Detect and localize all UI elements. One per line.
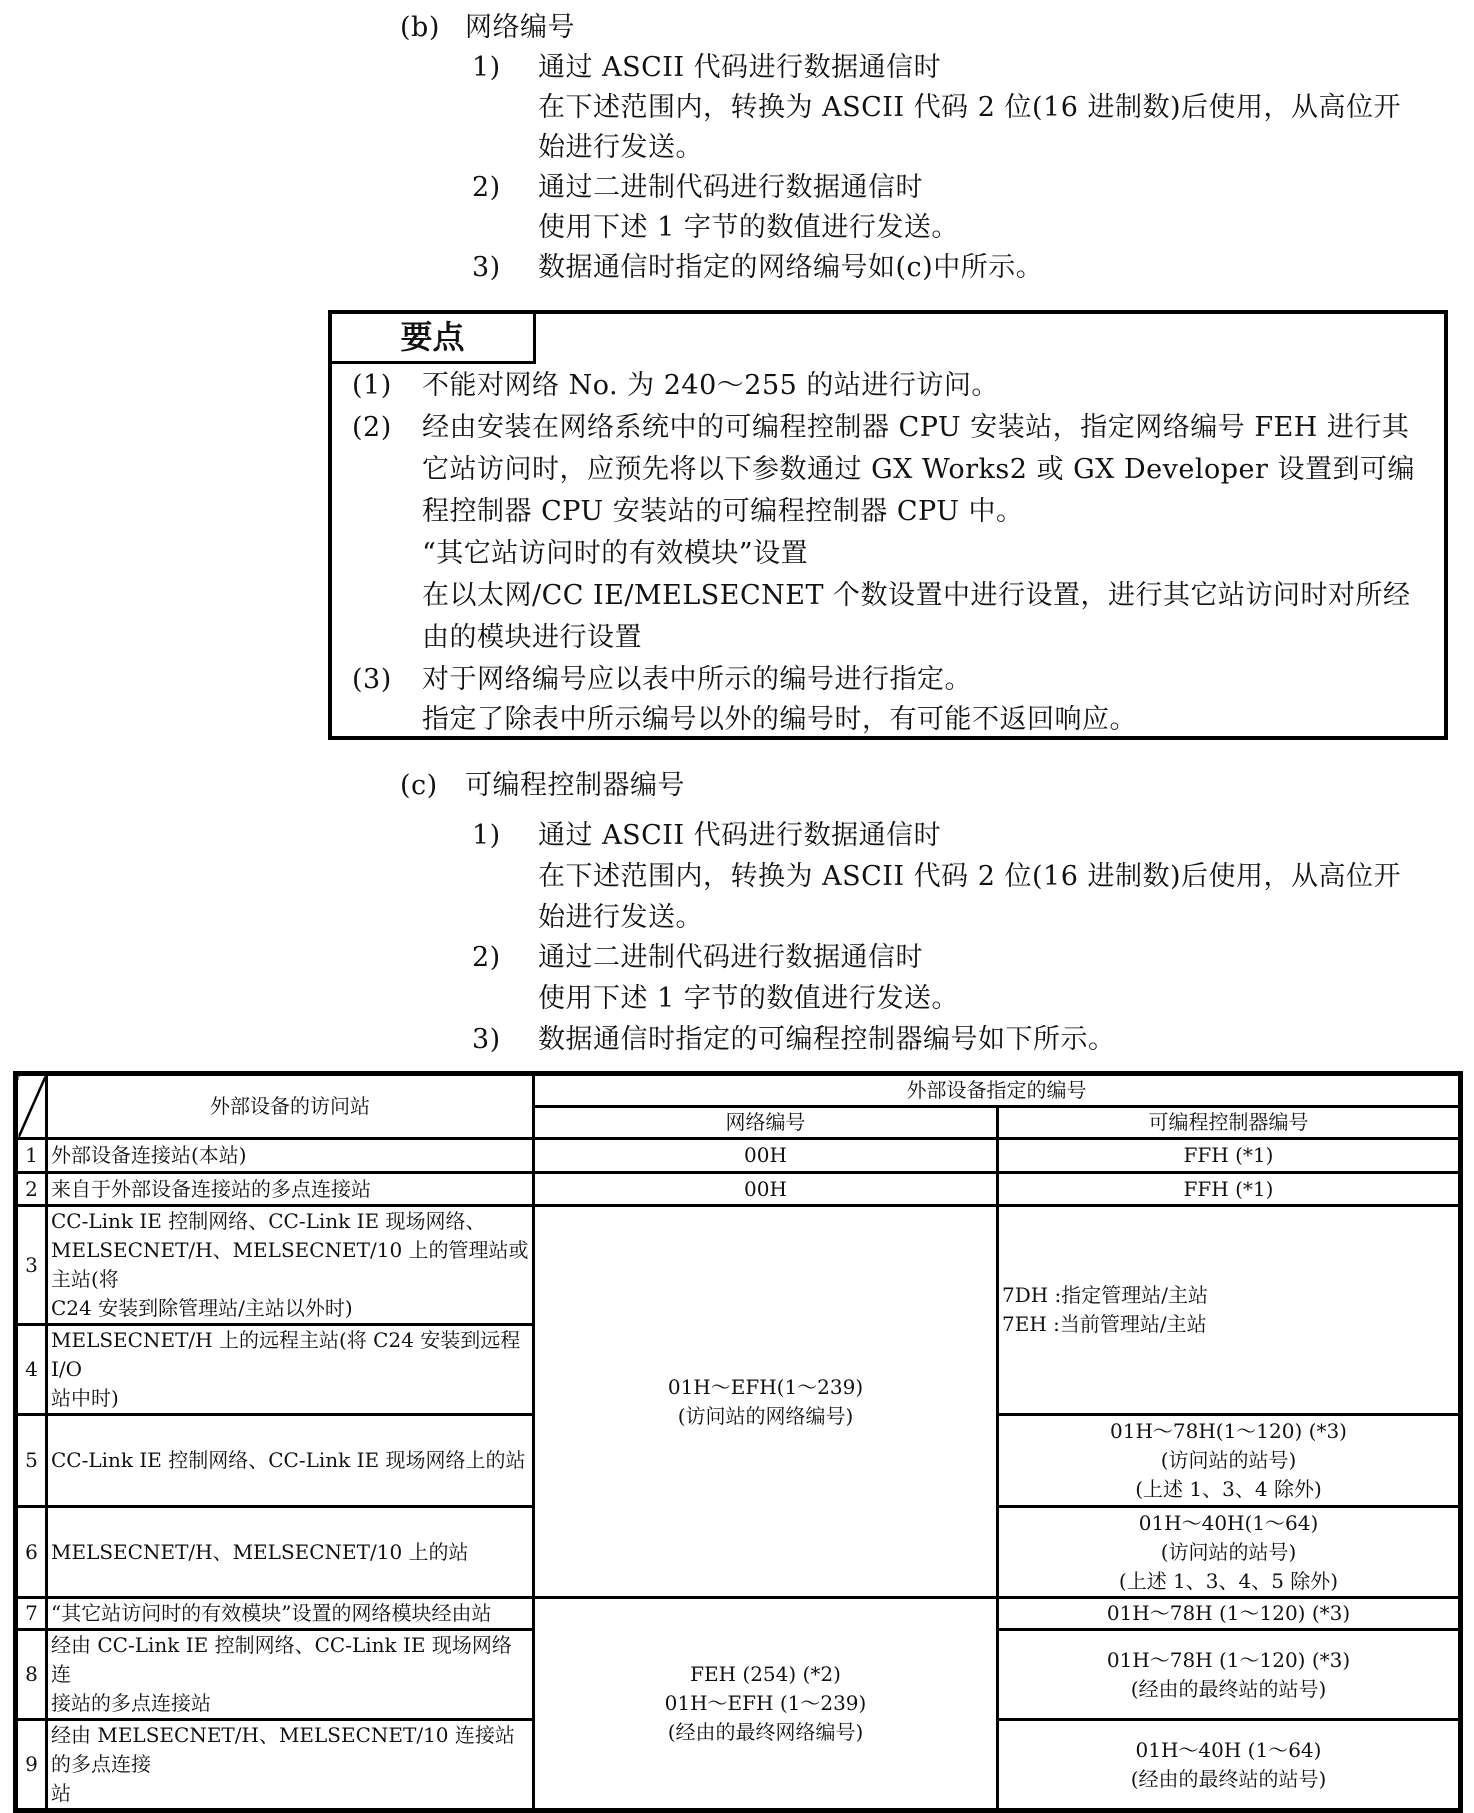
plc-cell: FFH (*1) [998,1139,1461,1173]
table-header-row-1 [16,1074,1461,1107]
plc-cell: 01H～78H (1～120) (*3) (经由的最终站的站号) [998,1630,1461,1720]
header-diagonal-cell [16,1074,47,1139]
section-c-item-1-line-3: 始进行发送。 [538,902,703,933]
station-cell: CC-Link IE 控制网络、CC-Link IE 现场网络、 MELSECNET/H、MELSECNET/10 上的管理站或主站(将 C24 安装到除管理站/主站以外时) [47,1206,534,1325]
table-row [16,1598,1461,1630]
header-network-number: 网络编号 [534,1107,998,1139]
key-point-2-line-4: “其它站访问时的有效模块”设置 [422,538,809,569]
section-b-item-1-line-2: 在下述范围内，转换为 ASCII 代码 2 位(16 进制数)后使用，从高位开 [538,92,1401,123]
row-number: 6 [16,1507,47,1598]
plc-cell: 01H～40H(1～64) (访问站的站号) (上述 1、3、4、5 除外) [998,1507,1461,1598]
header-plc-number: 可编程控制器编号 [998,1107,1461,1139]
plc-cell: 01H～78H (1～120) (*3) [998,1598,1461,1630]
plc-cell: 01H～78H(1～120) (*3) (访问站的站号) (上述 1、3、4 除外) [998,1415,1461,1507]
table-row [16,1206,1461,1325]
network-cell: 00H [534,1139,998,1173]
table-row [16,1173,1461,1206]
table-row [16,1139,1461,1173]
header-access-station: 外部设备的访问站 [47,1074,534,1139]
plc-cell: 01H～40H (1～64) (经由的最终站的站号) [998,1720,1461,1811]
station-cell: CC-Link IE 控制网络、CC-Link IE 现场网络上的站 [47,1415,534,1507]
key-points-title: 要点 [332,314,536,364]
section-c-heading: (c) 可编程控制器编号 [400,770,685,801]
plc-cell: FFH (*1) [998,1173,1461,1206]
section-b-item-1: 1) 通过 ASCII 代码进行数据通信时 [472,52,942,83]
station-cell: 来自于外部设备连接站的多点连接站 [47,1173,534,1206]
station-cell: 外部设备连接站(本站) [47,1139,534,1173]
row-number: 8 [16,1630,47,1720]
station-cell: MELSECNET/H、MELSECNET/10 上的站 [47,1507,534,1598]
key-point-2-line-3: 程控制器 CPU 安装站的可编程控制器 CPU 中。 [422,496,1024,527]
section-b-item-2-line-2: 使用下述 1 字节的数值进行发送。 [538,212,959,243]
station-cell: MELSECNET/H 上的远程主站(将 C24 安装到远程 I/O 站中时) [47,1325,534,1415]
row-number: 5 [16,1415,47,1507]
section-b-heading: (b) 网络编号 [400,12,575,43]
section-c-item-1-line-2: 在下述范围内，转换为 ASCII 代码 2 位(16 进制数)后使用，从高位开 [538,861,1401,892]
section-c-item-1: 1) 通过 ASCII 代码进行数据通信时 [472,820,942,851]
key-point-2-line-2: 它站访问时，应预先将以下参数通过 GX Works2 或 GX Developer 设置到可编 [422,454,1415,485]
key-points-box [328,310,1448,740]
key-point-2-line-6: 由的模块进行设置 [422,622,642,653]
section-c-item-2: 2) 通过二进制代码进行数据通信时 [472,942,923,973]
row-number: 9 [16,1720,47,1811]
section-b-item-1-line-3: 始进行发送。 [538,132,703,163]
network-cell-accessed: 01H～EFH(1～239) (访问站的网络编号) [534,1206,998,1598]
station-cell: “其它站访问时的有效模块”设置的网络模块经由站 [47,1598,534,1630]
plc-number-table [13,1071,1463,1813]
row-number: 3 [16,1206,47,1325]
station-cell: 经由 CC-Link IE 控制网络、CC-Link IE 现场网络连 接站的多点连接站 [47,1630,534,1720]
row-number: 2 [16,1173,47,1206]
key-point-3-line-2: 指定了除表中所示编号以外的编号时，有可能不返回响应。 [422,704,1137,735]
plc-cell-management: 7DH :指定管理站/主站 7EH :当前管理站/主站 [998,1206,1461,1415]
row-number: 7 [16,1598,47,1630]
row-number: 4 [16,1325,47,1415]
section-c-item-3: 3) 数据通信时指定的可编程控制器编号如下所示。 [472,1024,1116,1055]
section-c-item-2-line-2: 使用下述 1 字节的数值进行发送。 [538,983,959,1014]
section-b-item-3: 3) 数据通信时指定的网络编号如(c)中所示。 [472,252,1044,283]
station-cell: 经由 MELSECNET/H、MELSECNET/10 连接站的多点连接 站 [47,1720,534,1811]
key-point-2-line-5: 在以太网/CC IE/MELSECNET 个数设置中进行设置，进行其它站访问时对所经 [422,580,1411,611]
section-b-item-2: 2) 通过二进制代码进行数据通信时 [472,172,923,203]
key-point-3: (3) 对于网络编号应以表中所示的编号进行指定。 [352,664,972,695]
network-cell-routed: FEH (254) (*2) 01H～EFH (1～239) (经由的最终网络编号) [534,1598,998,1811]
network-cell: 00H [534,1173,998,1206]
header-specified-number: 外部设备指定的编号 [534,1074,1461,1107]
key-point-2: (2) 经由安装在网络系统中的可编程控制器 CPU 安装站，指定网络编号 FEH 进行其 [352,412,1410,443]
key-point-1: (1) 不能对网络 No. 为 240～255 的站进行访问。 [352,370,999,401]
row-number: 1 [16,1139,47,1173]
